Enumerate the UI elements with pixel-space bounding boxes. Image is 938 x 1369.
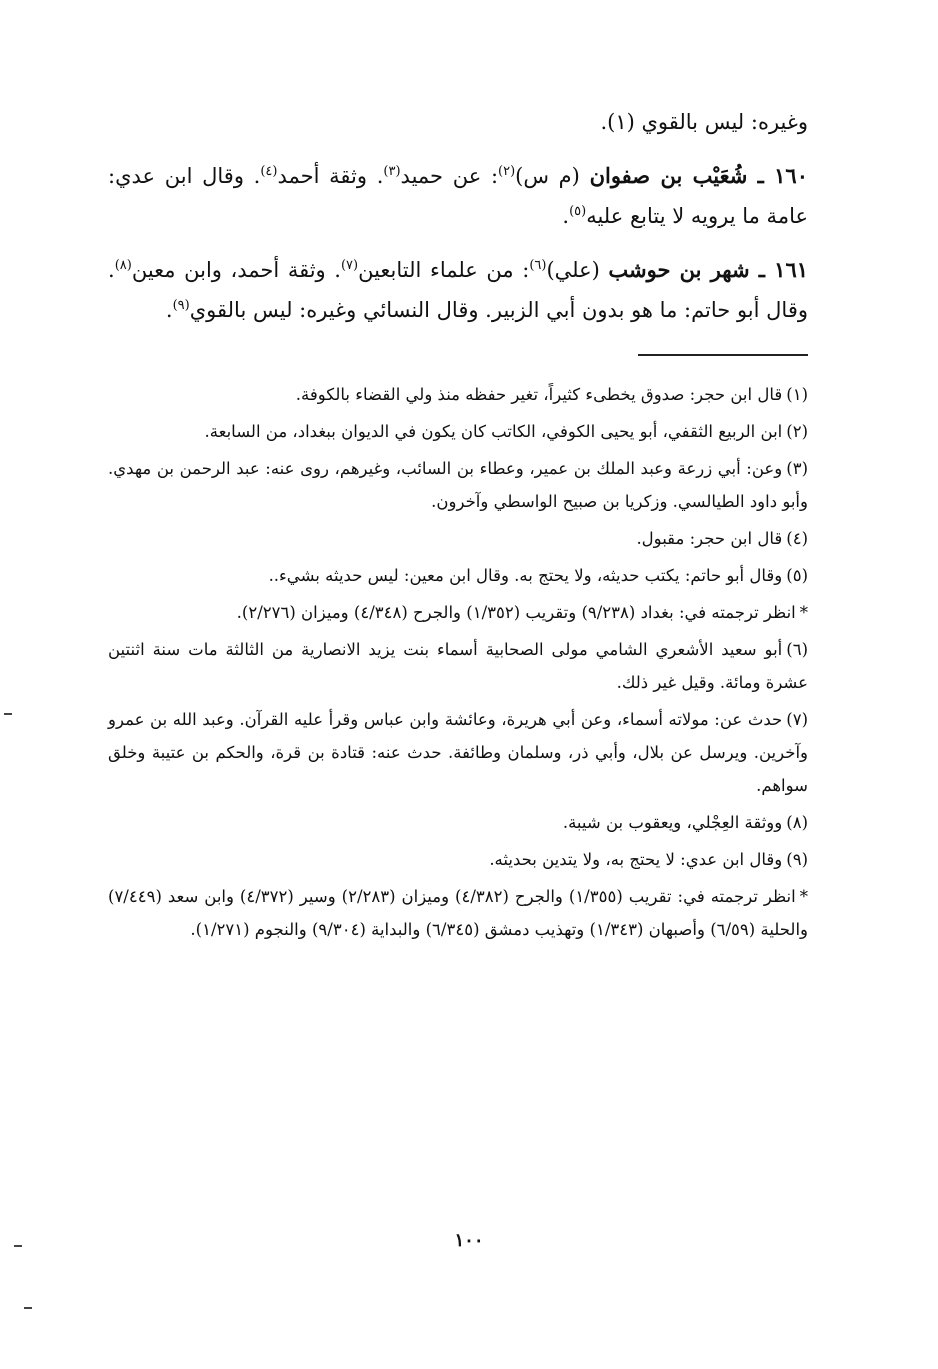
asterisk-marker: * [799,887,808,906]
footnote-separator [638,354,808,356]
entry-160 [108,156,808,236]
footnote-text: حدث عن: مولاته أسماء، وعن أبي هريرة، وعائشة وابن عباس وقرأ عليه القرآن. وعبد الله بن عمرو وآخرين. ويرسل عن بلال، وأبي ذر، وسلمان وطائفة. حدث عنه: قتادة بن قرة، والحكم بن عتيبة وخلق سواهم. [108,710,808,795]
entry-160-text-c: . وثقة أحمد [277,164,384,188]
footnote-ref-6: (٦) [529,258,547,273]
scan-mark [14,1245,22,1247]
footnote-ref-8: (٨) [114,258,132,273]
footnote-ref-7: (٧) [340,258,359,273]
footnote-text: وقال أبو حاتم: يكتب حديثه، ولا يحتج به. وقال ابن معين: ليس حديثه بشيء.. [268,566,783,585]
page-number: ١٠٠ [454,1230,484,1251]
page-content [108,102,808,950]
entry-160-text-d: . وقال ابن عدي: عامة ما يرويه لا يتابع عليه [108,164,808,228]
footnote-ref-3: (٣) [383,164,401,179]
footnote-marker: (٢) [786,422,808,441]
entry-161-text-c: . وثقة أحمد، وابن معين [131,258,341,282]
footnote-marker: (٤) [786,529,808,548]
footnote [108,843,808,876]
footnote-marker: (٦) [786,640,808,659]
entry-161-text-e: . [165,298,173,322]
footnote-marker: (٥) [786,566,808,585]
entry-161-heading: ١٦١ ـ شهر بن حوشب [608,257,809,282]
footnote-text: وقال ابن عدي: لا يحتج به، ولا يتدين بحديثه. [489,850,783,869]
entry-160-text-a: (م س) [515,164,590,188]
entry-160-text-e: . [562,204,570,228]
footnote [108,415,808,448]
scan-mark [4,713,12,715]
main-text [108,102,808,330]
footnote-text: انظر ترجمته في: بغداد (٩/٢٣٨) وتقريب (١/٣٥٢) والجرح (٤/٣٤٨) وميزان (٢/٢٧٦). [236,603,796,622]
footnote-text: ابن الربيع الثقفي، أبو يحيى الكوفي، الكاتب كان يكون في الديوان ببغداد، من السابعة. [204,422,783,441]
footnote-text: وعن: أبي زرعة وعبد الملك بن عمير، وعطاء بن السائب، وغيرهم، روى عنه: عبد الرحمن بن مهدي. وأبو داود الطيالسي. وزكريا بن صبيح الواسطي وآخرون. [108,459,808,511]
footnote-reference-list [108,880,808,946]
footnote-marker: (٣) [786,459,808,478]
footnote-text: أبو سعيد الأشعري الشامي مولى الصحابية أسماء بنت يزيد الانصارية من الثالثة مات سنة اثنتين عشرة ومائة. وقيل غير ذلك. [108,640,808,692]
footnotes [108,378,808,946]
footnote [108,378,808,411]
footnote-text: قال ابن حجر: مقبول. [636,529,783,548]
footnote [108,806,808,839]
footnote-ref-2: (٢) [498,164,516,179]
footnote-text: انظر ترجمته في: تقريب (١/٣٥٥) والجرح (٤/٣٨٢) وميزان (٢/٢٨٣) وسير (٤/٣٧٢) وابن سعد (٧/٤٤٩) والحلية (٦/٥٩) وأصبهان (١/٣٤٣) وتهذيب دمشق (٦/٣٤٥) والبداية (٩/٣٠٤) والنجوم (١/٢٧١). [108,887,808,939]
footnote-ref-5: (٥) [569,204,587,219]
footnote [108,522,808,555]
footnote-text: قال ابن حجر: صدوق يخطىء كثيراً، تغير حفظه منذ ولي القضاء بالكوفة. [295,385,783,404]
footnote [108,703,808,802]
entry-161-text-d: . وقال أبو حاتم: ما هو بدون أبي الزبير. وقال النسائي وغيره: ليس بالقوي [108,258,808,322]
footnote-reference-list [108,596,808,629]
footnote-text: ووثقة العِجْلي، ويعقوب بن شيبة. [562,813,783,832]
entry-161-text-a: (علي) [546,258,609,282]
footnote-marker: (٧) [786,710,808,729]
entry-161-text-b: : من علماء التابعين [358,258,530,282]
footnote-marker: (١) [786,385,808,404]
entry-160-heading: ١٦٠ ـ شُعَيْب بن صفوان [589,163,808,188]
entry-161 [108,250,808,330]
footnote [108,452,808,518]
footnote-marker: (٨) [786,813,808,832]
entry-160-text-b: : عن حميد [400,164,499,188]
paragraph-continuation: وغيره: ليس بالقوي (١). [600,110,808,134]
asterisk-marker: * [799,603,808,622]
footnote [108,633,808,699]
footnote-ref-4: (٤) [260,164,278,179]
footnote-ref-9: (٩) [172,298,190,313]
scan-mark [24,1307,32,1309]
footnote [108,559,808,592]
footnote-marker: (٩) [786,850,808,869]
